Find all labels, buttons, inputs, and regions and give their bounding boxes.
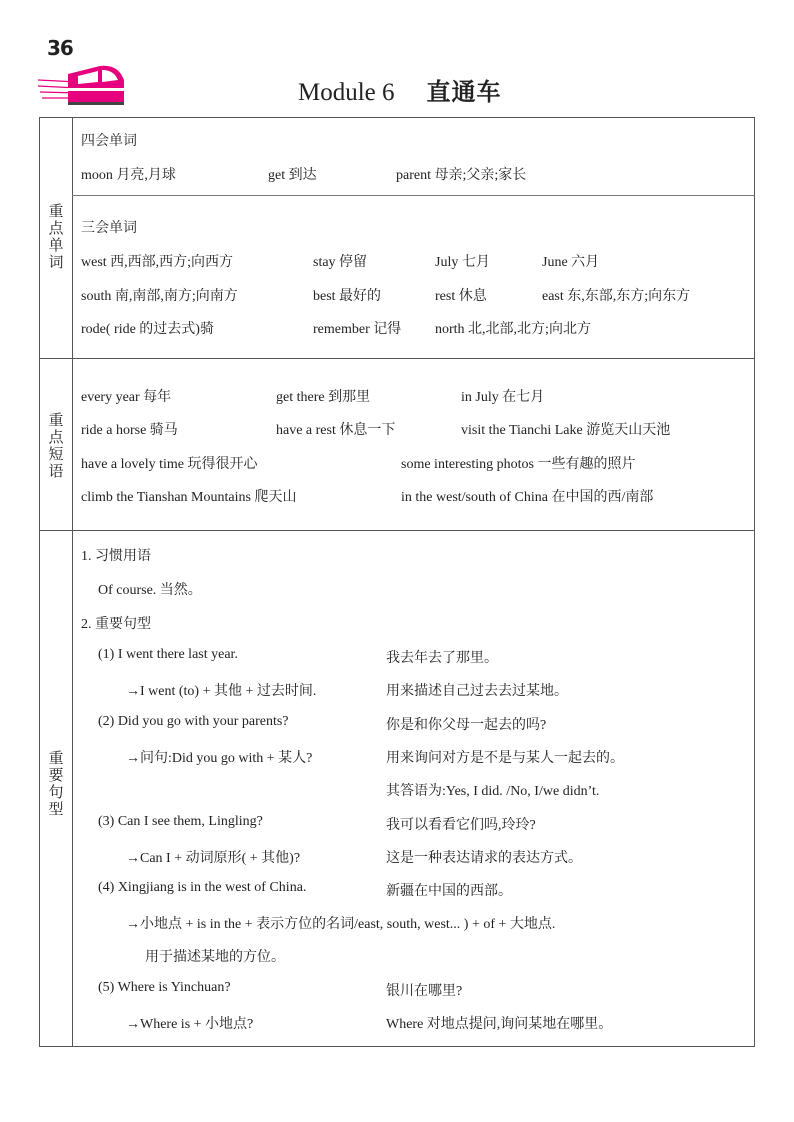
- vocab-item: rode( ride 的过去式)骑: [81, 322, 214, 337]
- sentence-cn: 这是一种表达请求的表达方式。: [386, 851, 582, 866]
- phrase-item: have a lovely time 玩得很开心: [81, 457, 258, 472]
- sentence-en: (5) Where is Yinchuan?: [98, 980, 231, 995]
- vocab-item: moon 月亮,月球: [81, 168, 176, 183]
- sentence-cn: 我去年去了那里。: [386, 651, 498, 666]
- sentence-cn: 新疆在中国的西部。: [386, 884, 512, 899]
- phrase-item: every year 每年: [81, 390, 172, 405]
- phrase-item: visit the Tianchi Lake 游览天山天池: [461, 423, 671, 438]
- page-title: [298, 72, 502, 107]
- module-name: Module 6: [298, 79, 395, 106]
- label-column-divider: [72, 117, 73, 1047]
- phrase-item: in the west/south of China 在中国的西/南部: [401, 490, 654, 505]
- sentence-en: (2) Did you go with your parents?: [98, 714, 289, 729]
- phrase-item: ride a horse 骑马: [81, 423, 178, 438]
- sentences-section-label: 重要句型: [48, 749, 64, 818]
- phrase-item: in July 在七月: [461, 390, 545, 405]
- sentence-en: →问句:Did you go with + 某人?: [126, 751, 313, 766]
- vocab-item: June 六月: [542, 255, 600, 270]
- sentence-en: →Where is + 小地点?: [126, 1017, 254, 1032]
- train-logo: [38, 58, 128, 110]
- vocab-item: rest 休息: [435, 289, 487, 304]
- sentence-cn: 用来描述自己过去去过某地。: [386, 684, 568, 699]
- sentence-en: 用于描述某地的方位。: [145, 950, 285, 965]
- vocab-item: north 北,北部,北方;向北方: [435, 322, 591, 337]
- phrase-item: climb the Tianshan Mountains 爬天山: [81, 490, 297, 505]
- idiom-item: Of course. 当然。: [98, 583, 202, 598]
- phrase-item: some interesting photos 一些有趣的照片: [401, 457, 636, 472]
- page-number: 36: [47, 36, 73, 60]
- section-divider: [39, 530, 755, 531]
- section-divider: [39, 358, 755, 359]
- vocab-item: east 东,东部,东方;向东方: [542, 289, 691, 304]
- phrases-section-label: 重点短语: [48, 411, 64, 480]
- three-skill-words-title: 三会单词: [81, 221, 137, 236]
- title-chinese: 直通车: [426, 78, 502, 106]
- idiom-title: 1. 习惯用语: [81, 549, 151, 564]
- vocab-item: west 西,西部,西方;向西方: [81, 255, 234, 270]
- vocab-item: remember 记得: [313, 322, 402, 337]
- vocab-item: parent 母亲;父亲;家长: [396, 168, 527, 183]
- sentence-cn: 我可以看看它们吗,玲玲?: [386, 818, 536, 833]
- sentence-cn: 用来询问对方是不是与某人一起去的。: [386, 751, 624, 766]
- sentence-cn: 你是和你父母一起去的吗?: [386, 718, 547, 733]
- vocab-item: south 南,南部,南方;向南方: [81, 289, 238, 304]
- vocab-item: stay 停留: [313, 255, 368, 270]
- vocab-inner-divider: [72, 195, 755, 196]
- sentence-en: (3) Can I see them, Lingling?: [98, 814, 263, 829]
- vocab-item: best 最好的: [313, 289, 382, 304]
- sentence-cn: 银川在哪里?: [386, 984, 463, 999]
- vocab-section-label: 重点单词: [48, 202, 64, 271]
- four-skill-words-title: 四会单词: [81, 134, 137, 149]
- sentence-en: (4) Xingjiang is in the west of China.: [98, 880, 307, 895]
- sentence-cn: Where 对地点提问,询问某地在哪里。: [386, 1017, 613, 1032]
- sentence-cn: 其答语为:Yes, I did. /No, I/we didn’t.: [386, 784, 600, 799]
- vocab-item: get 到达: [268, 168, 317, 183]
- phrase-item: get there 到那里: [276, 390, 371, 405]
- vocab-item: July 七月: [435, 255, 490, 270]
- sentence-en: →小地点 + is in the + 表示方位的名词/east, south, west... ) + of + 大地点.: [126, 917, 556, 932]
- sentence-en: →Can I + 动词原形( + 其他)?: [126, 851, 301, 866]
- sentence-en: →I went (to) + 其他 + 过去时间.: [126, 684, 317, 699]
- phrase-item: have a rest 休息一下: [276, 423, 396, 438]
- sentence-en: (1) I went there last year.: [98, 647, 238, 662]
- pattern-title: 2. 重要句型: [81, 617, 151, 632]
